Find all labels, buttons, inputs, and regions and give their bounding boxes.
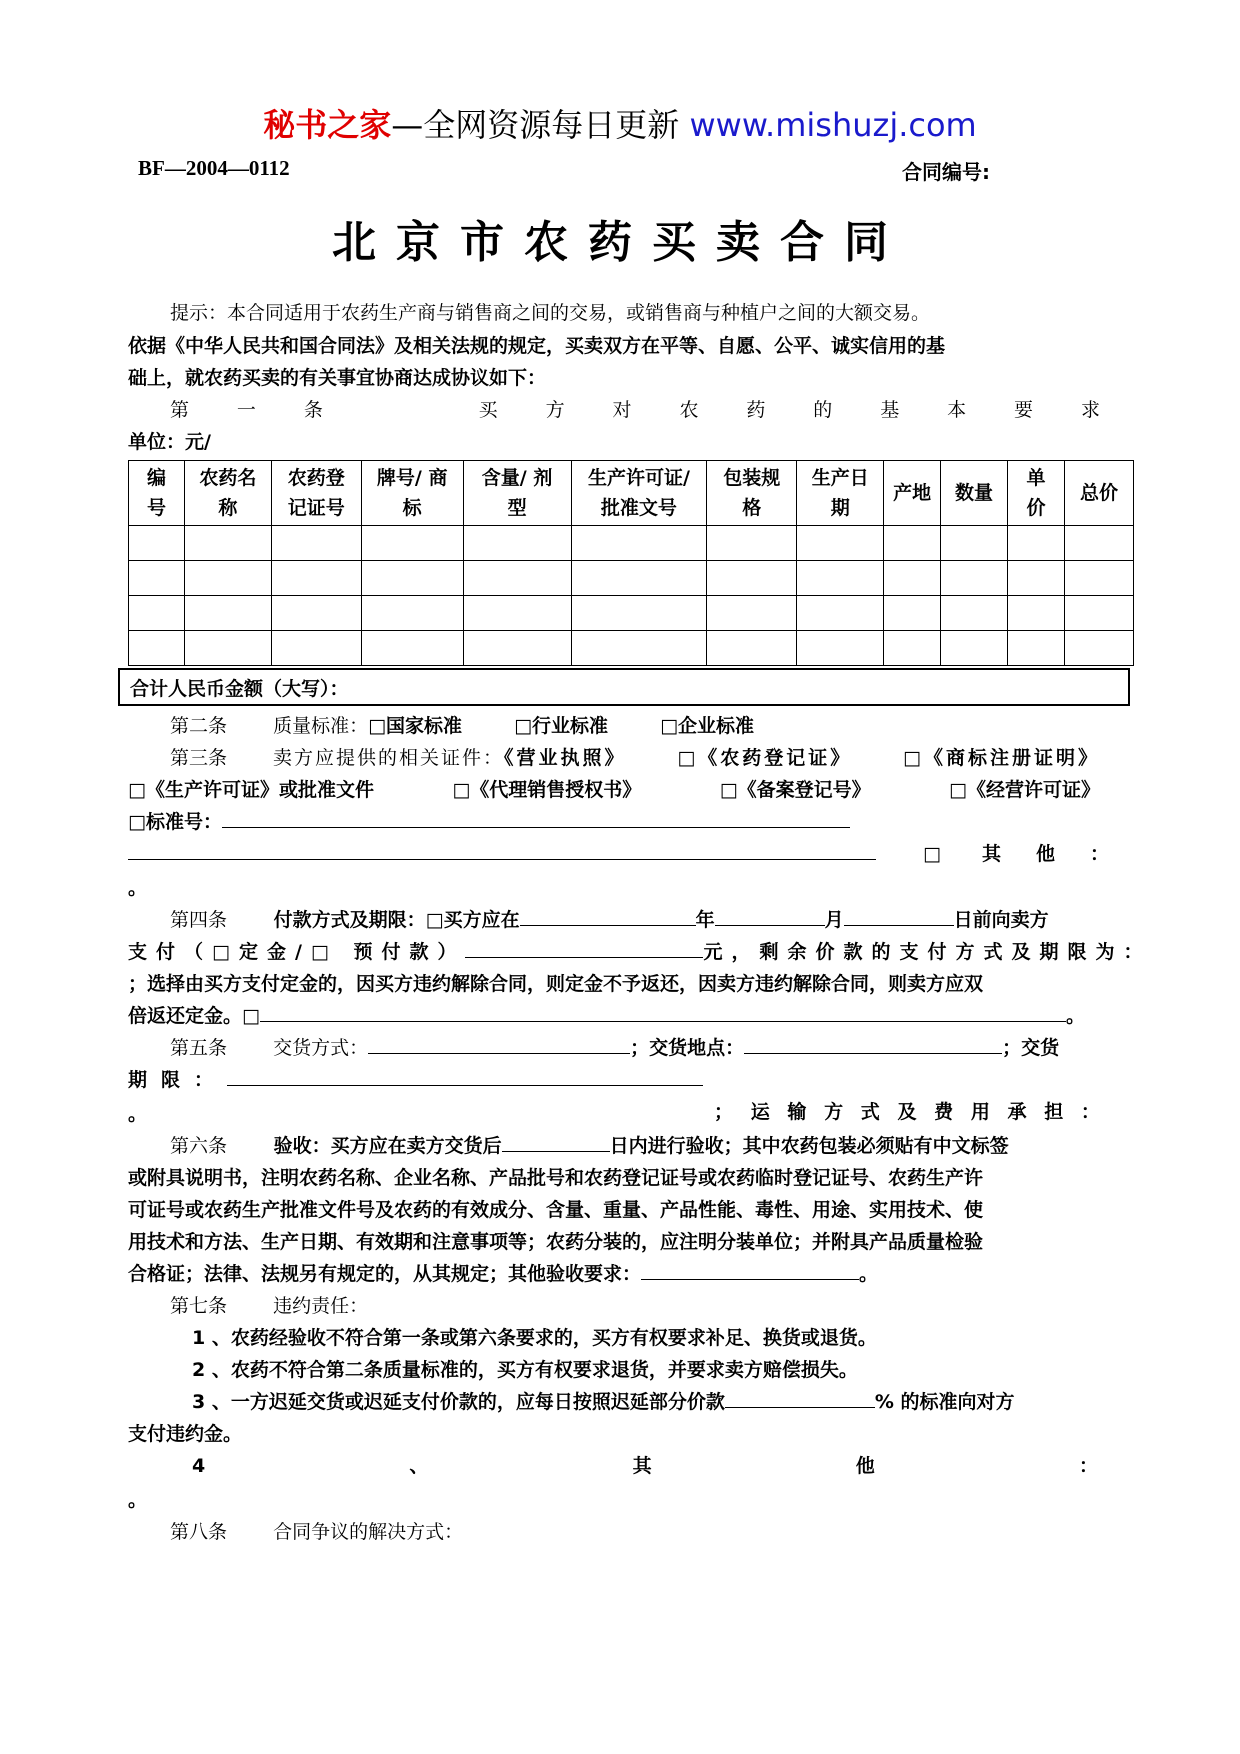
other-char-1: 其 — [982, 843, 1002, 865]
article-6-line-3: 可证号或农药生产批准文件号及农药的有效成分、含量、重量、产品性能、毒性、用途、实用技术、使 — [128, 1199, 984, 1221]
article-5-end: 。 — [128, 1103, 148, 1125]
article-1-char: 的 — [813, 399, 833, 421]
table-cell[interactable] — [1008, 561, 1065, 596]
penalty-rate-field[interactable] — [725, 1387, 875, 1408]
article-1-char: 买 — [478, 399, 498, 421]
table-cell[interactable] — [707, 526, 797, 561]
table-cell[interactable] — [271, 561, 361, 596]
liability-item-4-char: 4 — [192, 1455, 206, 1477]
delivery-place-field[interactable] — [744, 1033, 1002, 1054]
table-header-cell — [707, 461, 797, 526]
document-title: 北京市农药买卖合同 — [332, 217, 908, 268]
header-text: 单 — [1026, 467, 1046, 489]
liability-item-3 — [192, 1386, 1015, 1418]
table-cell[interactable] — [884, 561, 941, 596]
header-text: 标 — [402, 497, 422, 519]
table-cell[interactable] — [707, 596, 797, 631]
header-text: 价 — [1026, 497, 1046, 519]
table-cell[interactable] — [271, 631, 361, 666]
article-1-char: 第 — [170, 399, 190, 421]
tip-text: 提示：本合同适用于农药生产商与销售商之间的交易，或销售商与种植户之间的大额交易。 — [170, 302, 931, 324]
table-header-cell — [797, 461, 884, 526]
header-text: 号 — [146, 497, 166, 519]
article-2 — [170, 710, 754, 742]
double-refund-text[interactable]: 倍返还定金。□ — [128, 1005, 260, 1027]
article-4-label: 第四条 — [170, 909, 228, 931]
table-cell[interactable] — [463, 596, 571, 631]
header-text: 称 — [218, 497, 238, 519]
total-amount-row[interactable] — [118, 668, 1130, 706]
table-cell[interactable] — [271, 526, 361, 561]
contract-number-label: 合同编号: — [902, 160, 990, 184]
table-header-cell — [941, 461, 1008, 526]
table-header-cell — [463, 461, 571, 526]
table-cell[interactable] — [571, 561, 707, 596]
liability-item-3-end: 支付违约金。 — [128, 1423, 243, 1445]
transport-char: ： — [1080, 1101, 1100, 1123]
article-1-char: 药 — [746, 399, 766, 421]
table-header-cell — [1064, 461, 1133, 526]
other-char-2: 他 — [1036, 843, 1056, 865]
delivery-place-label: ；交货地点： — [630, 1037, 745, 1059]
table-cell[interactable] — [884, 596, 941, 631]
table-row — [129, 561, 1134, 596]
header-text: 型 — [507, 497, 527, 519]
header-text: 生产日 — [811, 467, 869, 489]
article-3-row-1 — [170, 742, 1100, 774]
table-cell[interactable] — [884, 526, 941, 561]
table-cell[interactable] — [129, 526, 185, 561]
period: 。 — [859, 1263, 879, 1285]
article-3-label: 第三条 — [170, 747, 228, 769]
delivery-period-field[interactable] — [227, 1065, 703, 1086]
other-inspection-field[interactable] — [641, 1259, 859, 1280]
delivery-method-label: 交货方式： — [273, 1037, 369, 1059]
header-text: 期 — [830, 497, 850, 519]
table-cell[interactable] — [184, 526, 271, 561]
header-text: 编 — [146, 467, 166, 489]
table-cell[interactable] — [184, 596, 271, 631]
article-2-title: 质量标准： — [273, 715, 369, 737]
doc-agency-authorization[interactable]: □《代理销售授权书》 — [452, 779, 642, 801]
table-cell[interactable] — [797, 596, 884, 631]
article-1-heading — [170, 394, 1100, 426]
article-6-line-5 — [128, 1258, 878, 1290]
article-7-title: 违约责任： — [273, 1295, 369, 1317]
transport-char: 及 — [897, 1101, 917, 1123]
other-colon: ： — [1090, 843, 1110, 865]
table-cell[interactable] — [571, 631, 707, 666]
table-cell[interactable] — [1064, 561, 1133, 596]
table-header-cell — [571, 461, 707, 526]
table-cell[interactable] — [361, 596, 463, 631]
liability-item-4-char: 其 — [632, 1455, 652, 1477]
header-text: 含量/ 剂 — [481, 467, 553, 489]
liability-item-4-char: 、 — [409, 1455, 429, 1477]
table-cell[interactable] — [941, 561, 1008, 596]
table-cell[interactable] — [797, 526, 884, 561]
table-cell[interactable] — [463, 561, 571, 596]
transport-char: 式 — [860, 1101, 880, 1123]
article-1-char: 条 — [303, 399, 323, 421]
requirements-table — [128, 460, 1134, 666]
doc-operating-license[interactable]: □《经营许可证》 — [949, 779, 1100, 801]
transport-cost-label — [714, 1096, 1100, 1128]
table-cell[interactable] — [1008, 526, 1065, 561]
other-payment-field[interactable] — [260, 1001, 1066, 1022]
inspection-days-field[interactable] — [502, 1131, 610, 1152]
late-penalty-text: 3 、一方迟延交货或迟延支付价款的，应每日按照迟延部分价款 — [192, 1391, 725, 1413]
other-inspection-label: 合格证；法律、法规另有规定的，从其规定；其他验收要求： — [128, 1263, 642, 1285]
doc-filing-number[interactable]: □《备案登记号》 — [719, 779, 871, 801]
delivery-period-start: ；交货 — [1002, 1037, 1060, 1059]
table-cell[interactable] — [941, 526, 1008, 561]
payment-month-field[interactable] — [715, 905, 825, 926]
article-1-char: 农 — [679, 399, 699, 421]
header-text: 生产许可证/ — [587, 467, 690, 489]
article-1-char: 方 — [545, 399, 565, 421]
table-header-cell — [271, 461, 361, 526]
inspection-text-2: 日内进行验收；其中农药包装必须贴有中文标签 — [609, 1135, 1009, 1157]
site-banner — [0, 100, 1240, 146]
liability-item-1: 1 、农药经验收不符合第一条或第六条要求的，买方有权要求补足、换货或退货。 — [192, 1327, 877, 1349]
article-7-heading — [170, 1290, 368, 1322]
article-1-char: 一 — [236, 399, 256, 421]
liability-item-4-char: 他 — [855, 1455, 875, 1477]
table-cell[interactable] — [361, 631, 463, 666]
payment-year-field[interactable] — [520, 905, 696, 926]
table-cell[interactable] — [184, 631, 271, 666]
header-text: 农药名 — [199, 467, 257, 489]
header-text: 数量 — [955, 482, 994, 504]
standard-number-label: □标准号： — [128, 811, 222, 833]
table-cell[interactable] — [797, 561, 884, 596]
article-1-char: 要 — [1014, 399, 1034, 421]
table-cell[interactable] — [361, 526, 463, 561]
other-docs-field[interactable] — [128, 839, 876, 860]
table-cell[interactable] — [184, 561, 271, 596]
article-7-label: 第七条 — [170, 1295, 228, 1317]
header-text: 牌号/ 商 — [376, 467, 448, 489]
day-label: 日前向卖方 — [953, 909, 1049, 931]
table-cell[interactable] — [1064, 631, 1133, 666]
header-text: 格 — [742, 497, 762, 519]
delivery-period-label: 期限： — [128, 1069, 228, 1091]
deposit-prepay-text[interactable]: 支付（□定金/□ 预付款） — [128, 941, 466, 963]
table-cell[interactable] — [129, 596, 185, 631]
article-1-char: 本 — [947, 399, 967, 421]
liability-item-4-char: ： — [1078, 1455, 1098, 1477]
payment-deadline-text: 付款方式及期限：□买方应在 — [273, 909, 520, 931]
total-amount-label: 合计人民币金额（大写）： — [130, 678, 349, 700]
table-cell[interactable] — [707, 631, 797, 666]
table-cell[interactable] — [1008, 596, 1065, 631]
deposit-amount-field[interactable] — [465, 937, 703, 958]
banner-url[interactable]: www.mishuzj.com — [689, 106, 977, 144]
unit-label: 单位：元/ — [128, 431, 211, 453]
table-cell[interactable] — [271, 596, 361, 631]
table-cell[interactable] — [941, 631, 1008, 666]
doc-production-license[interactable]: □《生产许可证》或批准文件 — [128, 779, 374, 801]
document-code: BF—2004—0112 — [138, 156, 290, 180]
article-5-line-2 — [128, 1064, 1100, 1123]
banner-slogan: —全网资源每日更新 — [391, 106, 680, 144]
article-2-label: 第二条 — [170, 715, 228, 737]
article-1-char — [371, 394, 431, 426]
transport-char: 输 — [787, 1101, 807, 1123]
table-cell[interactable] — [1008, 631, 1065, 666]
article-4-line-2 — [128, 936, 1152, 968]
table-cell[interactable] — [571, 526, 707, 561]
penalty-rate-suffix: % 的标准向对方 — [874, 1391, 1015, 1413]
article-8-title: 合同争议的解决方式： — [273, 1521, 464, 1543]
table-header-cell — [361, 461, 463, 526]
article-4-line-4 — [128, 1000, 1085, 1032]
transport-char: 用 — [970, 1101, 990, 1123]
period: 。 — [1065, 1005, 1085, 1027]
liability-item-4 — [192, 1450, 1098, 1482]
banner-brand: 秘书之家 — [263, 106, 392, 144]
table-cell[interactable] — [129, 631, 185, 666]
doc-business-license[interactable]: 《营业执照》 — [504, 747, 627, 769]
table-row — [129, 526, 1134, 561]
article-6-line-1 — [170, 1130, 1009, 1162]
table-header-cell — [129, 461, 185, 526]
payment-day-field[interactable] — [844, 905, 954, 926]
article-6-line-4: 用技术和方法、生产日期、有效期和注意事项等；农药分装的，应注明分装单位；并附具产品质量检验 — [128, 1231, 984, 1253]
option-industry-standard[interactable]: □行业标准 — [514, 715, 609, 737]
standard-number-field[interactable] — [222, 807, 850, 828]
option-national-standard[interactable]: □国家标准 — [368, 715, 463, 737]
header-text: 产地 — [893, 482, 932, 504]
table-header-cell — [884, 461, 941, 526]
article-1-char: 求 — [1080, 399, 1100, 421]
transport-char: 方 — [824, 1101, 844, 1123]
other-docs-row — [128, 838, 1110, 870]
article-8-label: 第八条 — [170, 1521, 228, 1543]
table-cell[interactable] — [884, 631, 941, 666]
month-label: 月 — [824, 909, 844, 931]
header-text: 农药登 — [287, 467, 345, 489]
other-docs-checkbox[interactable]: □ — [923, 843, 941, 865]
table-header-cell — [184, 461, 271, 526]
inspection-text: 验收：买方应在卖方交货后 — [273, 1135, 502, 1157]
year-label: 年 — [695, 909, 715, 931]
table-cell[interactable] — [361, 561, 463, 596]
transport-char: ； — [714, 1101, 734, 1123]
article-4-line-3: ；选择由买方支付定金的，因买方违约解除合同，则定金不予返还，因卖方违约解除合同，则卖方应双 — [128, 973, 984, 995]
header-text: 记证号 — [287, 497, 345, 519]
table-cell[interactable] — [797, 631, 884, 666]
liability-item-2: 2 、农药不符合第二条质量标准的，买方有权要求退货，并要求卖方赔偿损失。 — [192, 1359, 858, 1381]
article-1-char: 对 — [612, 399, 632, 421]
transport-char: 承 — [1007, 1101, 1027, 1123]
table-cell[interactable] — [1064, 596, 1133, 631]
table-cell[interactable] — [463, 526, 571, 561]
delivery-method-field[interactable] — [368, 1033, 630, 1054]
header-text: 总价 — [1079, 482, 1118, 504]
table-cell[interactable] — [129, 561, 185, 596]
article-3-title: 卖方应提供的相关证件： — [273, 747, 505, 769]
article-6-label: 第六条 — [170, 1135, 228, 1157]
article-1-char: 基 — [880, 399, 900, 421]
article-5-label: 第五条 — [170, 1037, 228, 1059]
doc-pesticide-registration[interactable]: □《农药登记证》 — [677, 747, 853, 769]
doc-trademark-certificate[interactable]: □《商标注册证明》 — [903, 747, 1100, 769]
header-text: 包装规 — [723, 467, 781, 489]
table-row — [129, 596, 1134, 631]
header-text: 批准文号 — [600, 497, 677, 519]
remaining-payment-text: 元，剩余价款的支付方式及期限为： — [703, 941, 1152, 963]
table-cell[interactable] — [707, 561, 797, 596]
table-cell[interactable] — [571, 596, 707, 631]
article-3-end: 。 — [128, 877, 148, 899]
article-3-row-2 — [128, 774, 1100, 806]
table-cell[interactable] — [463, 631, 571, 666]
article-8-heading — [170, 1516, 463, 1548]
transport-char: 运 — [750, 1101, 770, 1123]
basis-line-2: 础上，就农药买卖的有关事宜协商达成协议如下： — [128, 367, 547, 389]
table-row — [129, 631, 1134, 666]
table-header-cell — [1008, 461, 1065, 526]
article-4-line-1 — [170, 904, 1049, 936]
article-7-end: 。 — [128, 1489, 148, 1511]
basis-line-1: 依据《中华人民共和国合同法》及相关法规的规定，买卖双方在平等、自愿、公平、诚实信用的基 — [128, 335, 946, 357]
table-cell[interactable] — [941, 596, 1008, 631]
table-cell[interactable] — [1064, 526, 1133, 561]
article-6-line-2: 或附具说明书，注明农药名称、企业名称、产品批号和农药登记证号或农药临时登记证号、农药生产许 — [128, 1167, 984, 1189]
article-5-line-1 — [170, 1032, 1059, 1064]
standard-number-row — [128, 806, 850, 838]
transport-char: 担 — [1044, 1101, 1064, 1123]
table-header-row — [129, 461, 1134, 526]
transport-char: 费 — [934, 1101, 954, 1123]
option-enterprise-standard[interactable]: □企业标准 — [660, 715, 755, 737]
